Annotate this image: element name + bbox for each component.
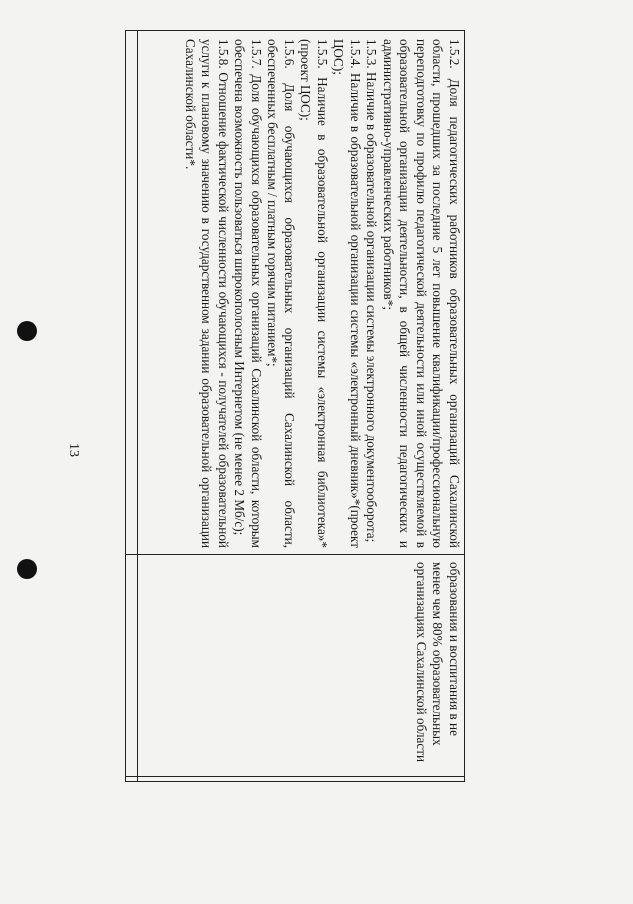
goal-text: образования и воспитания в не менее чем 80% образовательных организациях Сахалинской области <box>414 562 462 763</box>
indicators-cell <box>138 35 464 550</box>
indicator-1-5-3: 1.5.3. Наличие в образовательной организации системы электронного документооборота; <box>364 39 380 543</box>
indicator-1-5-4: 1.5.4. Наличие в образовательной организации системы «электронный дневник»*(проект ЦОС); <box>331 39 363 548</box>
document-table <box>125 30 465 782</box>
column-divider <box>126 776 464 777</box>
indicator-1-5-8: 1.5.8. Отношение фактической численности обучающихся - получателей образовательной услуги к плановому значению в государственном задании образовательной организации Сахалинской области*. <box>183 39 231 548</box>
indicator-1-5-6: 1.5.6. Доля обучающихся образовательных организаций Сахалинской области, обеспеченных бесплатным / платным горячим питанием*; <box>265 39 297 548</box>
page-number: 13 <box>66 443 81 457</box>
punch-hole <box>17 321 37 341</box>
indicator-1-5-2: 1.5.2. Доля педагогических работников образовательных организаций Сахалинской области, прошедших за последние 5 лет повышение квалификации/профессиональную переподготовку по профилю педагогической деятельности или иной осуществляемой в образовательной организации деятельности, в общей численности педагогических и административно-управленческих работников*; <box>381 39 462 548</box>
indicator-1-5-5: 1.5.5. Наличие в образовательной организации системы «электронная библиотека»*(проект ЦОС); <box>298 39 330 548</box>
column-divider <box>126 554 464 555</box>
indicator-1-5-7: 1.5.7. Доля обучающихся образовательных организаций Сахалинской области, которым обеспечена возможность пользоваться широкополосным Интернетом (не менее 2 Мб/с); <box>232 39 264 548</box>
punch-hole <box>17 559 37 579</box>
goal-cell <box>138 558 464 772</box>
